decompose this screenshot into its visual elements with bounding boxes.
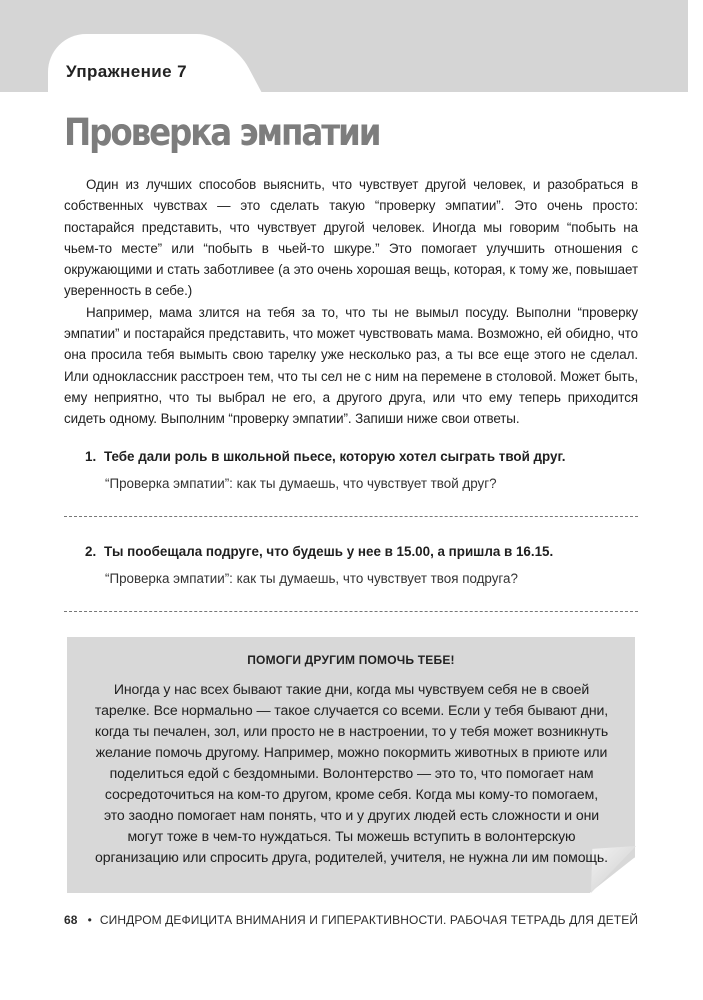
help-box-body: Иногда у нас всех бывают такие дни, когда мы чувствуем себя не в своей тарелке. Все нормально — такое случается со всеми. Если у тебя бывают дни, когда ты печален, зол, или просто не в настроении, то у тебя может возникнуть желание помочь другому. Например, можно покормить животных в приюте или поделиться едой с бездомными. Волонтерство — это то, что помогает нам сосредоточиться на ком-то другом, кроме себя. Когда мы кому-то помогаем, это заодно помогает нам понять, что и у других людей есть сложности и они могут тоже в чем-то нуждаться. Ты можешь вступить в волонтерскую организацию или спросить друга, родителей, учителя, не нужна ли им помощь. bbox=[94, 681, 609, 865]
answer-line-2[interactable] bbox=[64, 611, 638, 612]
book-title: СИНДРОМ ДЕФИЦИТА ВНИМАНИЯ И ГИПЕРАКТИВНОСТИ. РАБОЧАЯ ТЕТРАДЬ ДЛЯ ДЕТЕЙ bbox=[99, 913, 639, 927]
question-1-prompt: “Проверка эмпатии”: как ты думаешь, что чувствует твой друг? bbox=[105, 475, 497, 491]
paragraph-example: Например, мама злится на тебя за то, что ты не вымыл посуду. Выполни “проверку эмпатии” и постарайся представить, что может чувствовать мама. Возможно, ей обидно, что она просила тебя вымыть свою тарелку уже несколько раз, а ты все еще этого не сделал. Или одноклассник расстроен тем, что ты сел не с ним на перемене в столовой. Может быть, ему неприятно, что ты выбрал не его, а другого друга, или что ему теперь приходится сидеть одному. Выполним “проверку эмпатии”. Запиши ниже свои ответы. bbox=[64, 304, 638, 427]
help-box-title: ПОМОГИ ДРУГИМ ПОМОЧЬ ТЕБЕ! bbox=[247, 653, 455, 667]
page-number: 68 bbox=[64, 913, 78, 927]
question-2-prompt: “Проверка эмпатии”: как ты думаешь, что чувствует твоя подруга? bbox=[105, 570, 518, 586]
paragraph-intro: Один из лучших способов выяснить, что чувствует другой человек, и разобраться в собственных чувствах — это сделать такую “проверку эмпатии”. Это очень просто: постарайся представить, что чувствует другой человек. Иногда мы говорим “побыть на чьем-то месте” или “побыть в чьей-то шкуре.” Это помогает улучшить отношения с окружающими и стать заботливее (а это очень хорошая вещь, которая, к тому же, повышает уверенность в себе.) bbox=[64, 177, 638, 299]
answer-line-1[interactable] bbox=[64, 516, 638, 517]
page-footer bbox=[64, 913, 638, 927]
exercise-label: Упражнение 7 bbox=[66, 62, 187, 81]
question-2-number: 2. bbox=[85, 544, 97, 559]
question-1-number: 1. bbox=[85, 449, 97, 464]
question-2-title bbox=[64, 541, 638, 563]
question-1 bbox=[64, 446, 638, 494]
question-1-text: Тебе дали роль в школьной пьесе, которую хотел сыграть твой друг. bbox=[104, 449, 566, 464]
question-1-title bbox=[64, 446, 638, 468]
page-title: Проверка эмпатии bbox=[64, 111, 380, 154]
intro-text bbox=[64, 174, 638, 430]
question-2 bbox=[64, 541, 638, 589]
footer-bullet: • bbox=[87, 913, 92, 927]
question-2-text: Ты пообещала подруге, что будешь у нее в 15.00, а пришла в 16.15. bbox=[104, 544, 554, 559]
